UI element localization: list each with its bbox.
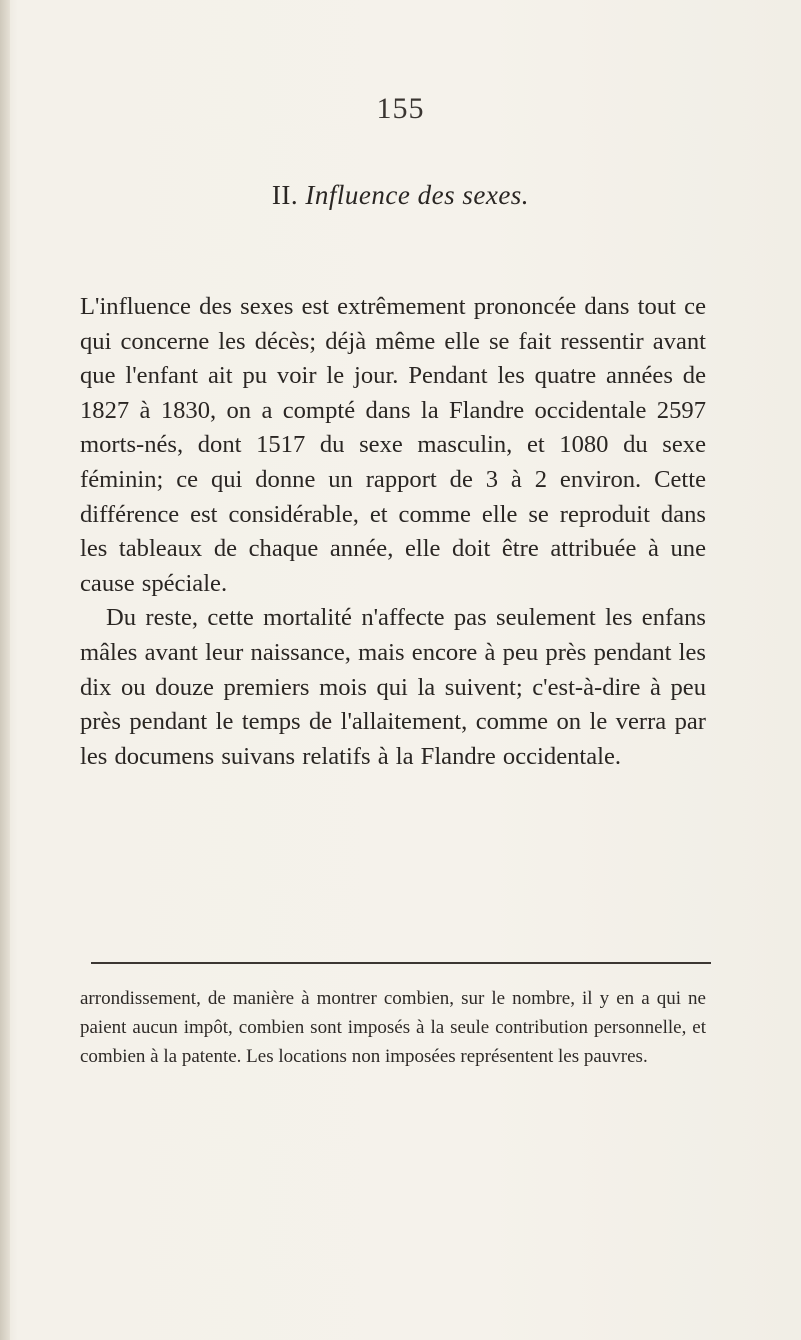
section-numeral: II. — [271, 180, 299, 210]
page-number: 155 — [376, 92, 425, 125]
paragraph-2: Du reste, cette mortalité n'affecte pas seulement les enfans mâles avant leur naissance, mais encore à peu près pendant les dix ou douze premiers mois qui la suivent; c'est-à-dire à peu près pendant le temps de l'allaitement, comme on le verra par les documens suivans relatifs à la Flandre occidentale. — [80, 604, 706, 770]
section-title: Influence des sexes. — [305, 180, 530, 210]
section-heading — [0, 180, 801, 211]
footnote: arrondissement, de manière à montrer combien, sur le nombre, il y en a qui ne paient aucun impôt, combien sont imposés à la seule contribution personnelle, et combien à la patente. Les locations non imposées représentent les pauvres. — [80, 988, 706, 1067]
paragraph-1: L'influence des sexes est extrêmement prononcée dans tout ce qui concerne les décès; déjà même elle se fait ressentir avant que l'enfant ait pu voir le jour. Pendant les quatre années de 1827 à 1830, on a compté dans la Flandre occidentale 2597 morts-nés, dont 1517 du sexe masculin, et 1080 du sexe féminin; ce qui donne un rapport de 3 à 2 environ. Cette différence est considérable, et comme elle se reproduit dans les tableaux de chaque année, elle doit être attribuée à une cause spéciale. — [80, 293, 706, 597]
body-text — [80, 290, 706, 774]
footnote-rule — [91, 962, 711, 964]
